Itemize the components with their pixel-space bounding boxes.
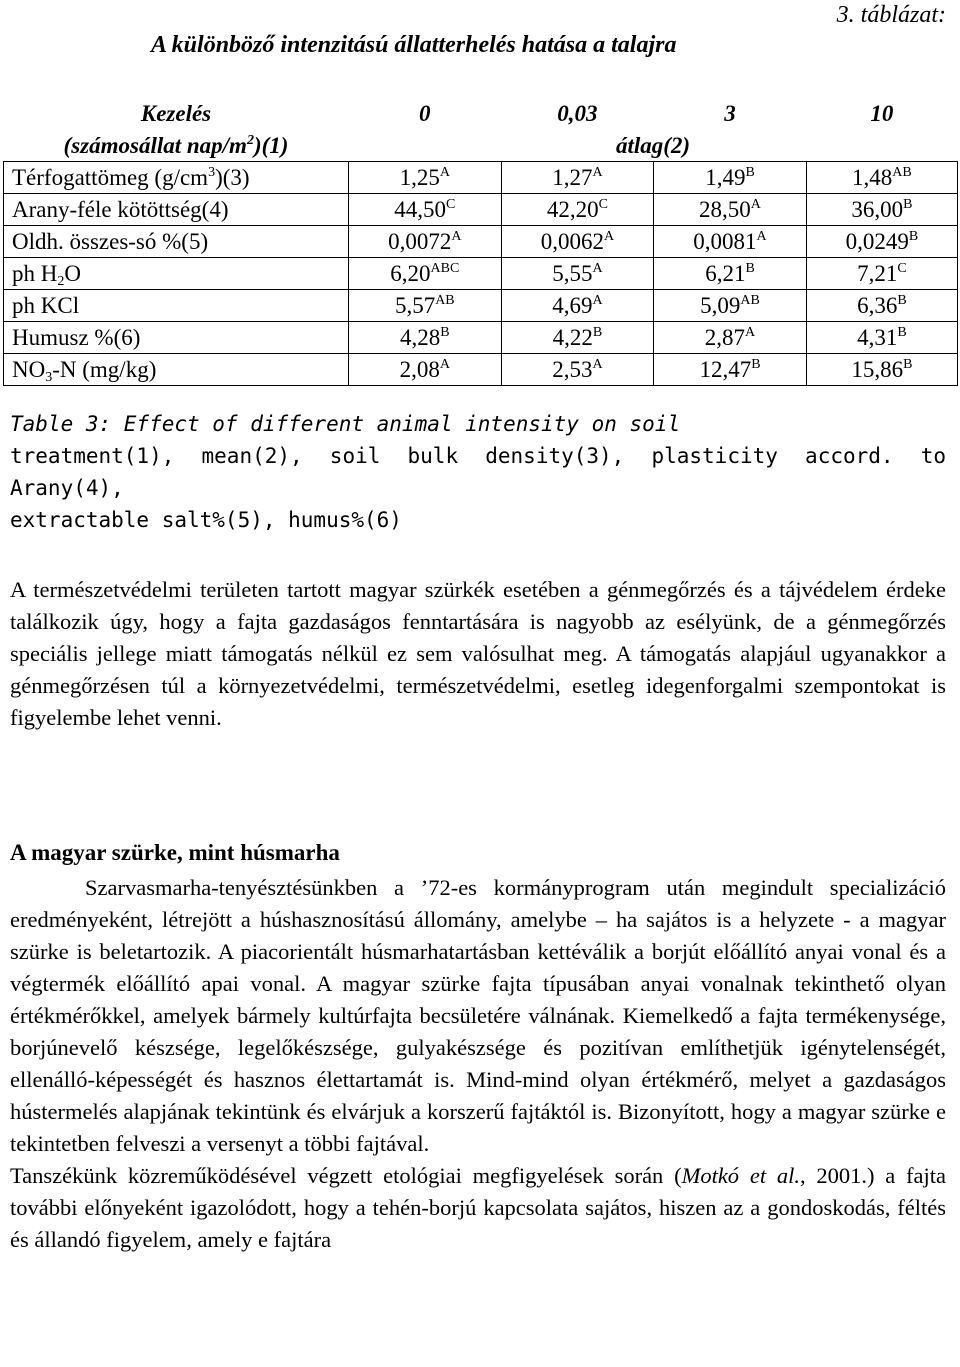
table-cell: $0,0072^A$: [349, 226, 502, 258]
table-cell: $42,20^C$: [501, 194, 654, 226]
table-header-row: [4, 97, 958, 129]
table-cell: $7,21^C$: [806, 258, 957, 290]
significance-letter: A: [592, 165, 603, 180]
table-row: [4, 258, 958, 290]
significance-letter: AB: [740, 293, 760, 308]
significance-letter: B: [745, 165, 755, 180]
table-cell: $12,47^B$: [654, 354, 807, 386]
treatment-header: Kezelés: [140, 100, 212, 126]
treatment-unit-header: (számosállat nap/$m^2)(1)$: [4, 129, 349, 162]
table-cell: $4,69^A$: [501, 290, 654, 322]
significance-letter: A: [592, 261, 603, 276]
table-cell: $1,25^A$: [349, 162, 502, 194]
row-label: $NO_3-N$ (mg/kg): [4, 354, 349, 386]
table-title: A különböző intenzitású állatterhelés hatása a talajra: [151, 32, 677, 58]
significance-letter: A: [592, 293, 603, 308]
significance-letter: C: [446, 197, 456, 212]
significance-letter: B: [440, 325, 450, 340]
table-row: [4, 194, 958, 226]
paragraph-ethology: Tanszékünk közreműködésével végzett etológiai megfigyelések során (Motkó et al., 2001.) a fajta további előnyeként igazolódott, hogy a tehén-borjú kapcsolata sajátos, hiszen az a gondoskodás, féltés és állandó figyelem, amely e fajtára: [10, 1163, 946, 1252]
table-row: [4, 354, 958, 386]
significance-letter: ABC: [430, 261, 460, 276]
significance-letter: AB: [435, 293, 455, 308]
table-cell: $6,20^{ABC}$: [349, 258, 502, 290]
significance-letter: A: [592, 357, 603, 372]
significance-letter: A: [439, 357, 450, 372]
table-caption: [10, 408, 946, 536]
table-cell: $0,0062^A$: [501, 226, 654, 258]
table-cell: $15,86^B$: [806, 354, 957, 386]
significance-letter: C: [897, 261, 907, 276]
table-row: [4, 162, 958, 194]
level-header-2: 3: [724, 100, 736, 126]
section-heading: A magyar szürke, mint húsmarha: [10, 840, 340, 865]
level-header-0: 0: [419, 100, 431, 126]
significance-letter: A: [745, 325, 756, 340]
row-label: Térfogattömeg $(g/cm^3)(3)$: [4, 162, 349, 194]
paragraph-conservation: A természetvédelmi területen tartott magyar szürkék esetében a génmegőrzés és a tájvédelem érdeke találkozik úgy, hogy a fajta gazdaságos fenntartására is nagyobb az esélyünk, de a génmegőrzés speciális jellege miatt támogatás nélkül ez sem valósulhat meg. A támogatás alapjául ugyanakkor a génmegőrzésen túl a környezetvédelmi, természetvédelmi, esetleg idegenforgalmi szempontokat is figyelembe lehet venni.: [10, 577, 946, 730]
paragraph-beef-cattle: Szarvasmarha-tenyésztésünkben a ’72-es kormányprogram után megindult specializáció eredményeként, létrejött a húshasznosítású állomány, amelybe – ha sajátos is a helyzete - a magyar szürke is beletartozik. A piacorientált húsmarhatartásban kettéválik a borjút előállító anyai vonal és a végtermék előállító apai vonal. A magyar szürke fajta típusában anyai vonalnak tekinthető olyan értékmérőkkel, amelyek bármely kultúrfajta becsületére válnának. Kiemelkedő a fajta termékenysége, borjúnevelő készsége, legelőkészsége, gulyakészsége és pozitívan említhetjük igénytelenségét, ellenálló-képességét és hasznos élettartamát is. Mind-mind olyan értékmérő, melyet a gazdaságos hústermelés alapjának tekintünk és elvárjuk a korszerű fajtáktól is. Bizonyított, hogy a magyar szürke e tekintetben felveszi a versenyt a többi fajtával. Tanszékünk közreműködésével végzett etológiai megfigyelések során (Motkó et al., 2001.) a fajta további előnyeként igazolódott, hogy a tehén-borjú kapcsolata sajátos, hiszen az a gondoskodás, féltés és állandó figyelem, amely e fajtára: [10, 875, 946, 1252]
level-header-1: 0,03: [557, 100, 598, 126]
table-cell: $5,09^{AB}$: [654, 290, 807, 322]
table-cell: $1,48^{AB}$: [806, 162, 957, 194]
table-cell: $2,08^A$: [349, 354, 502, 386]
table-cell: $0,0081^A$: [654, 226, 807, 258]
significance-letter: B: [903, 197, 913, 212]
significance-letter: A: [451, 229, 462, 244]
row-label: ph $H_2O$: [4, 258, 349, 290]
table-cell: $6,21^B$: [654, 258, 807, 290]
significance-letter: B: [908, 229, 919, 244]
table-body: [4, 162, 958, 386]
significance-letter: B: [745, 261, 755, 276]
significance-letter: AB: [892, 165, 912, 180]
table-cell: $5,55^A$: [501, 258, 654, 290]
table-cell: $4,28^B$: [349, 322, 502, 354]
row-label: Humusz %(6): [4, 322, 349, 354]
table-cell: $4,22^B$: [501, 322, 654, 354]
significance-letter: A: [439, 165, 450, 180]
table-cell: $2,53^A$: [501, 354, 654, 386]
table-row: [4, 290, 958, 322]
table-row: [4, 226, 958, 258]
results-table: [3, 97, 958, 386]
table-cell: $6,36^B$: [806, 290, 957, 322]
table-subheader-row: [4, 129, 958, 162]
row-label: Oldh. összes-só %(5): [4, 226, 349, 258]
caption-line-1: treatment(1), mean(2), soil bulk density(3), plasticity accord. to Arany(4),: [10, 444, 946, 500]
table-cell: $28,50^A$: [654, 194, 807, 226]
level-header-3: 10: [870, 100, 894, 126]
table-cell: $0,0249^B$: [806, 226, 957, 258]
significance-letter: B: [897, 293, 907, 308]
mean-header: átlag(2): [349, 129, 958, 162]
table-number: 3. táblázat:: [836, 2, 946, 28]
caption-line-2: extractable salt%(5), humus%(6): [10, 508, 402, 532]
significance-letter: B: [903, 357, 913, 372]
row-label: ph KCl: [4, 290, 349, 322]
citation: Motkó et al.: [681, 1163, 800, 1188]
table-row: [4, 322, 958, 354]
table-cell: $5,57^{AB}$: [349, 290, 502, 322]
significance-letter: B: [897, 325, 907, 340]
significance-letter: A: [756, 229, 767, 244]
table-cell: $36,00^B$: [806, 194, 957, 226]
table-cell: $44,50^C$: [349, 194, 502, 226]
table-cell: $2,87^A$: [654, 322, 807, 354]
significance-letter: C: [598, 197, 608, 212]
table-cell: $1,27^A$: [501, 162, 654, 194]
significance-letter: A: [750, 197, 761, 212]
row-label: Arany-féle kötöttség(4): [4, 194, 349, 226]
table-cell: $1,49^B$: [654, 162, 807, 194]
caption-title: Table 3: Effect of different animal intensity on soil: [10, 412, 681, 436]
significance-letter: B: [592, 325, 603, 340]
significance-letter: B: [751, 357, 761, 372]
table-cell: $4,31^B$: [806, 322, 957, 354]
significance-letter: A: [603, 229, 615, 244]
